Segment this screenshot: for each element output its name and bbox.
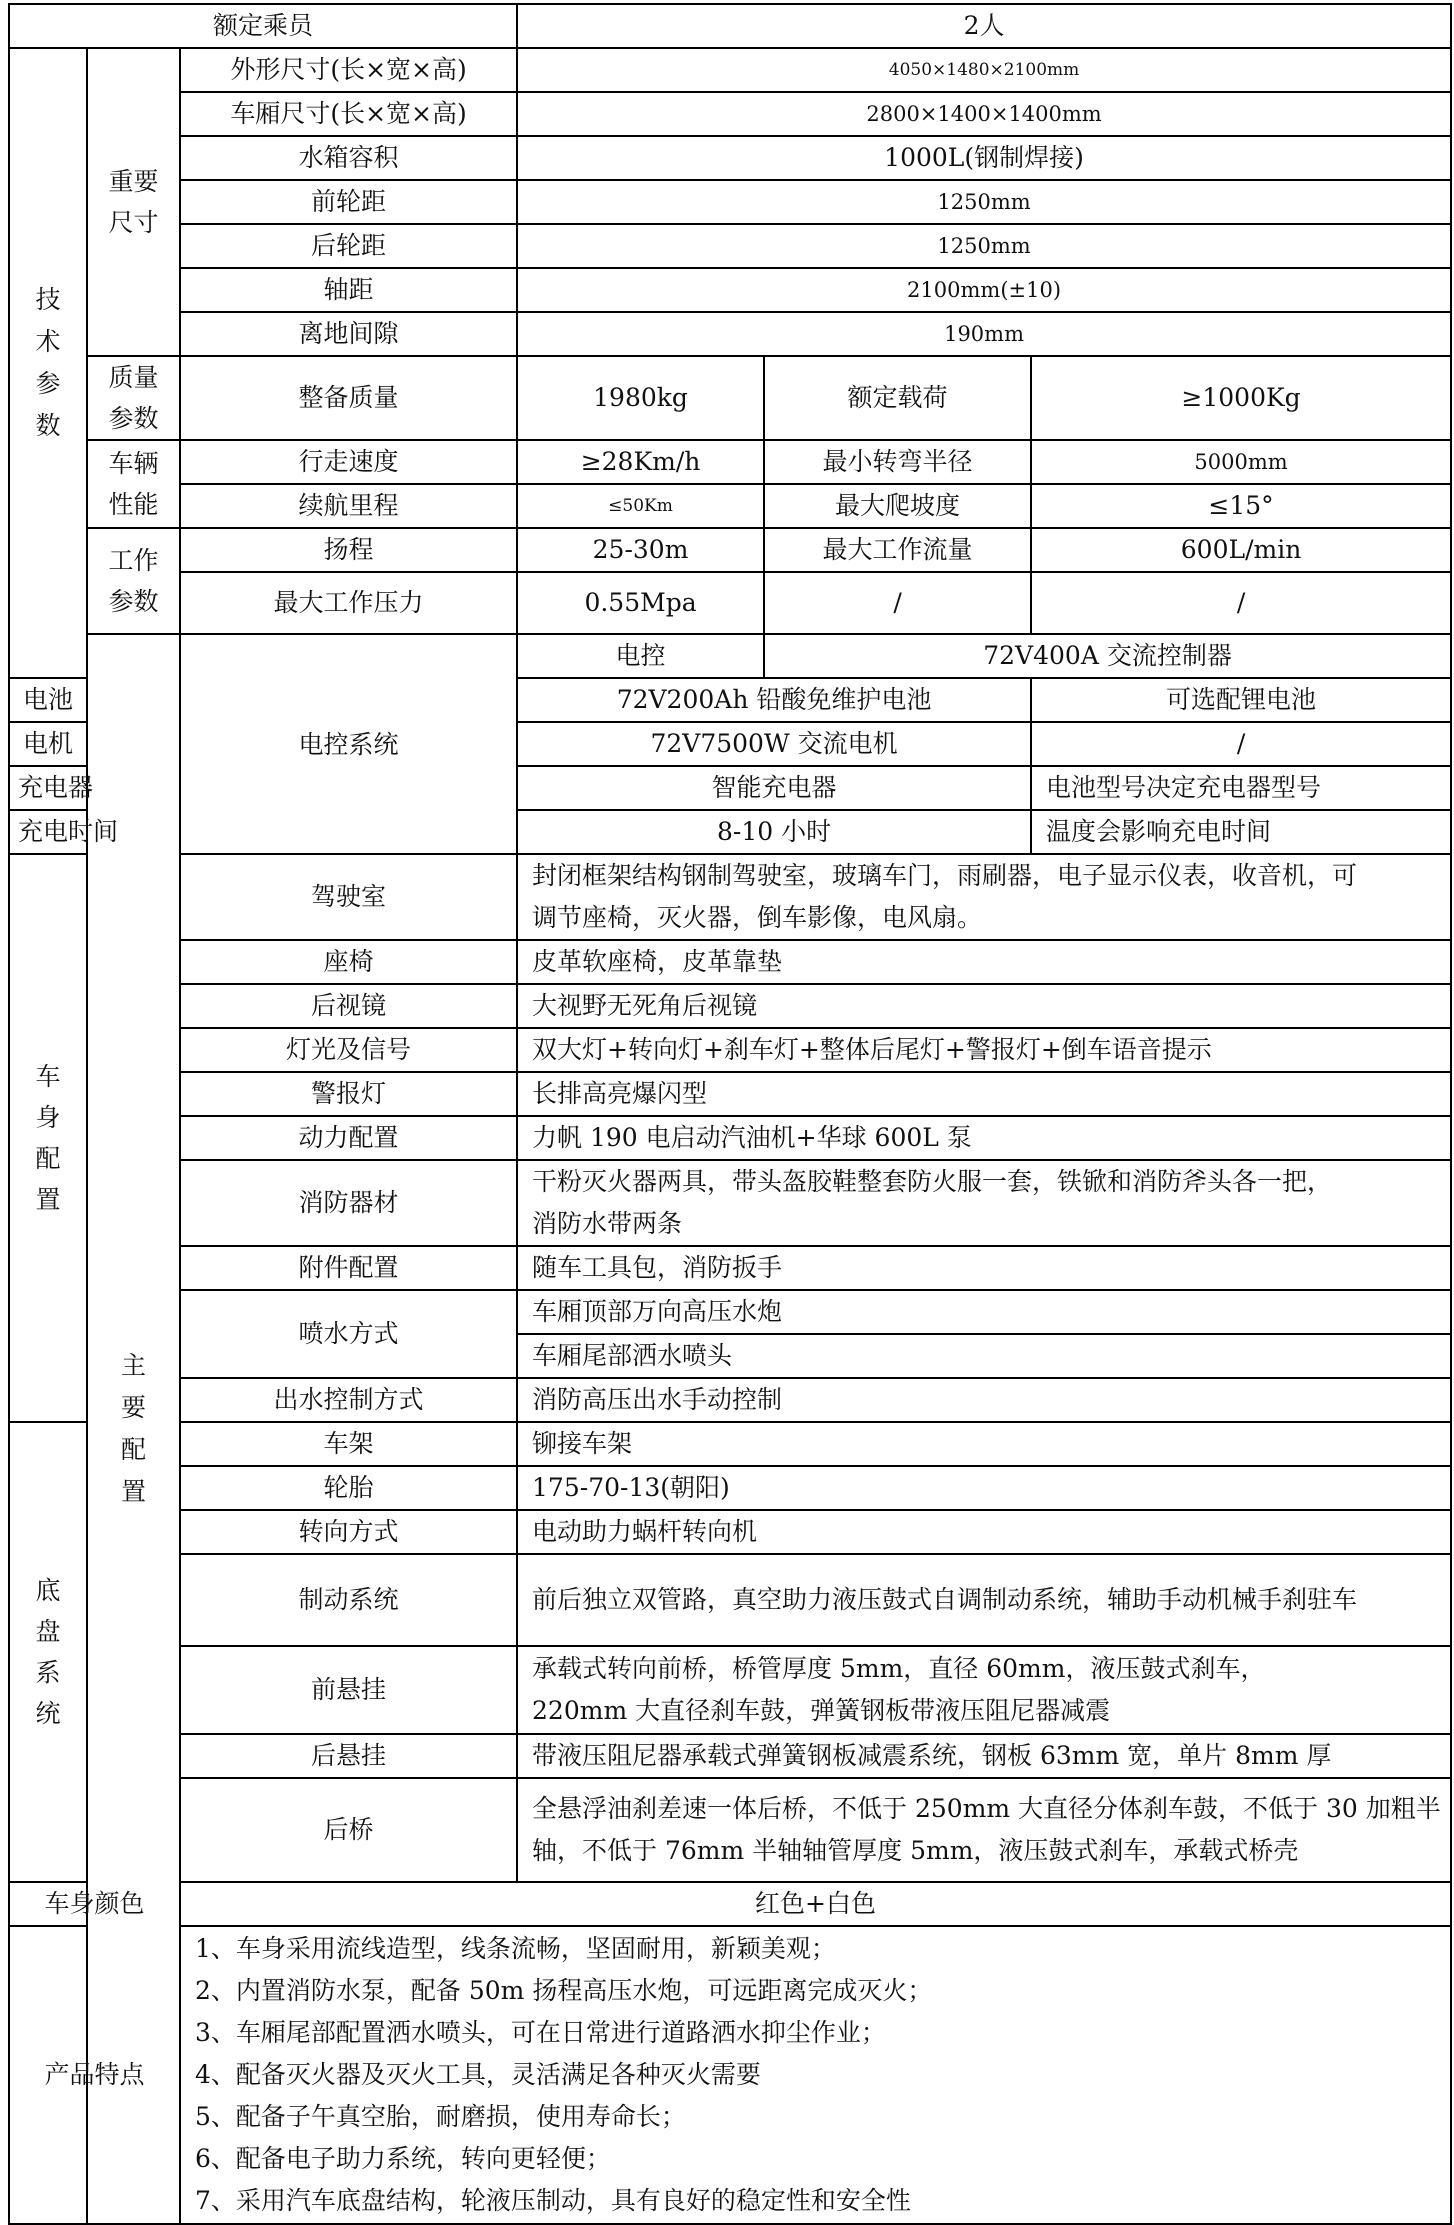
chassis-tire-value: 175-70-13(朝阳) — [517, 1466, 1451, 1510]
feature-item: 3、车厢尾部配置洒水喷头，可在日常进行道路洒水抑尘作业； — [195, 2018, 886, 2047]
electric-label: 充电时间 — [9, 810, 87, 854]
chassis-row — [9, 1510, 1451, 1554]
electric-label: 电池 — [9, 678, 87, 722]
chassis-row — [9, 1466, 1451, 1510]
mass-value-1: 1980kg — [517, 356, 764, 440]
body-spray-label: 喷水方式 — [180, 1290, 517, 1378]
body-mirror-value: 大视野无死角后视镜 — [517, 984, 1451, 1028]
body-row — [9, 1160, 1451, 1246]
dimension-row — [9, 48, 1451, 92]
dimension-value: 1250mm — [517, 224, 1451, 268]
body-power-label: 动力配置 — [180, 1116, 517, 1160]
chassis-row — [9, 1646, 1451, 1734]
body-cab-value: 封闭框架结构钢制驾驶室，玻璃车门，雨刷器，电子显示仪表，收音机，可调节座椅，灭火器，倒车影像，电风扇。 — [517, 854, 1451, 940]
perf-label-1: 续航里程 — [180, 484, 517, 528]
body-spray-value-1: 车厢顶部万向高压水炮 — [517, 1290, 1451, 1334]
work-row — [9, 528, 1451, 572]
body-cab-label: 驾驶室 — [180, 854, 517, 940]
chassis-sys-group: 底盘系统 — [9, 1422, 87, 1882]
dimension-value: 2100mm(±10) — [517, 268, 1451, 312]
feature-item: 6、配备电子助力系统，转向更轻便； — [195, 2144, 611, 2173]
body-alarm-label: 警报灯 — [180, 1072, 517, 1116]
body-row — [9, 1246, 1451, 1290]
mass-label-2: 额定载荷 — [764, 356, 1031, 440]
perf-label-2: 最小转弯半径 — [764, 440, 1031, 484]
dimension-row — [9, 268, 1451, 312]
body-acc-label: 附件配置 — [180, 1246, 517, 1290]
chassis-row — [9, 1734, 1451, 1778]
body-seat-value: 皮革软座椅，皮革靠垫 — [517, 940, 1451, 984]
spec-table — [8, 3, 1452, 2225]
dimension-label: 车厢尺寸(长×宽×高) — [180, 92, 517, 136]
body-lights-label: 灯光及信号 — [180, 1028, 517, 1072]
body-alarm-value: 长排高亮爆闪型 — [517, 1072, 1451, 1116]
chassis-steer-label: 转向方式 — [180, 1510, 517, 1554]
dimension-value: 4050×1480×2100mm — [517, 48, 1451, 92]
dimension-label: 离地间隙 — [180, 312, 517, 356]
tech-params-label: 技术参数 — [35, 285, 61, 440]
work-row — [9, 572, 1451, 634]
body-mirror-label: 后视镜 — [180, 984, 517, 1028]
tech-params-group — [9, 48, 87, 678]
dimension-label: 轴距 — [180, 268, 517, 312]
electric-label: 电控 — [517, 634, 764, 678]
features-label: 产品特点 — [9, 1926, 180, 2224]
feature-item: 5、配备子午真空胎，耐磨损，使用寿命长； — [195, 2102, 686, 2131]
feature-item: 1、车身采用流线造型，线条流畅，坚固耐用，新颖美观； — [195, 1934, 836, 1963]
dimension-label: 水箱容积 — [180, 136, 517, 180]
body-fire-value: 干粉灭火器两具，带头盔胶鞋整套防火服一套，铁锨和消防斧头各一把，消防水带两条 — [517, 1160, 1451, 1246]
electric-value: 智能充电器 — [517, 766, 1031, 810]
dimension-row — [9, 136, 1451, 180]
electric-row — [9, 634, 1451, 678]
body-spray-value-2: 车厢尾部洒水喷头 — [517, 1334, 1451, 1378]
work-label-1: 扬程 — [180, 528, 517, 572]
work-value-2: / — [1031, 572, 1451, 634]
perf-value-2: ≤15° — [1031, 484, 1451, 528]
electric-value: 72V200Ah 铅酸免维护电池 — [517, 678, 1031, 722]
features-list — [180, 1926, 1451, 2224]
dimension-label: 前轮距 — [180, 180, 517, 224]
vehicle-perf-group: 车辆性能 — [87, 440, 180, 528]
body-outlet-value: 消防高压出水手动控制 — [517, 1378, 1451, 1422]
body-row — [9, 1290, 1451, 1334]
chassis-frame-value: 铆接车架 — [517, 1422, 1451, 1466]
dimension-row — [9, 180, 1451, 224]
chassis-row — [9, 1422, 1451, 1466]
electric-note: 电池型号决定充电器型号 — [1031, 766, 1451, 810]
key-dims-group: 重要尺寸 — [87, 48, 180, 356]
feature-item: 4、配备灭火器及灭火工具，灵活满足各种灭火需要 — [195, 2060, 761, 2089]
chassis-front-label: 前悬挂 — [180, 1646, 517, 1734]
crew-row — [9, 4, 1451, 48]
electric-label: 电机 — [9, 722, 87, 766]
work-value-1: 25-30m — [517, 528, 764, 572]
perf-value-2: 5000mm — [1031, 440, 1451, 484]
chassis-steer-value: 电动助力蜗杆转向机 — [517, 1510, 1451, 1554]
mass-value-2: ≥1000Kg — [1031, 356, 1451, 440]
electric-note: / — [1031, 722, 1451, 766]
body-color-label: 车身颜色 — [9, 1882, 180, 1926]
body-row — [9, 1028, 1451, 1072]
crew-label: 额定乘员 — [9, 4, 517, 48]
body-config-group: 车身配置 — [9, 854, 87, 1422]
chassis-rear-susp-value: 带液压阻尼器承载式弹簧钢板减震系统，钢板 63mm 宽，单片 8mm 厚 — [517, 1734, 1451, 1778]
work-label-2: 最大工作流量 — [764, 528, 1031, 572]
body-color-value: 红色+白色 — [180, 1882, 1451, 1926]
body-row — [9, 940, 1451, 984]
electric-sys-group: 电控系统 — [180, 634, 517, 854]
electric-value: 72V7500W 交流电机 — [517, 722, 1031, 766]
chassis-axle-value: 全悬浮油刹差速一体后桥，不低于 250mm 大直径分体刹车鼓，不低于 30 加粗半轴，不低于 76mm 半轴轴管厚度 5mm，液压鼓式刹车，承载式桥壳 — [517, 1778, 1451, 1882]
electric-note: 可选配锂电池 — [1031, 678, 1451, 722]
electric-note: 温度会影响充电时间 — [1031, 810, 1451, 854]
chassis-rear-susp-label: 后悬挂 — [180, 1734, 517, 1778]
body-row — [9, 984, 1451, 1028]
work-params-group: 工作参数 — [87, 528, 180, 634]
chassis-row — [9, 1554, 1451, 1646]
perf-label-1: 行走速度 — [180, 440, 517, 484]
electric-label: 充电器 — [9, 766, 87, 810]
body-fire-label: 消防器材 — [180, 1160, 517, 1246]
dimension-row — [9, 224, 1451, 268]
dimension-row — [9, 312, 1451, 356]
feature-item: 7、采用汽车底盘结构，轮液压制动，具有良好的稳定性和安全性 — [195, 2186, 911, 2215]
chassis-row — [9, 1778, 1451, 1882]
mass-params-group: 质量参数 — [87, 356, 180, 440]
work-value-2: 600L/min — [1031, 528, 1451, 572]
dimension-value: 1250mm — [517, 180, 1451, 224]
perf-value-1: ≤50Km — [517, 484, 764, 528]
body-outlet-label: 出水控制方式 — [180, 1378, 517, 1422]
work-label-2: / — [764, 572, 1031, 634]
mass-row — [9, 356, 1451, 440]
body-seat-label: 座椅 — [180, 940, 517, 984]
dimension-row — [9, 92, 1451, 136]
dimension-label: 外形尺寸(长×宽×高) — [180, 48, 517, 92]
features-row — [9, 1926, 1451, 2224]
chassis-axle-label: 后桥 — [180, 1778, 517, 1882]
body-row — [9, 854, 1451, 940]
dimension-value: 2800×1400×1400mm — [517, 92, 1451, 136]
color-row — [9, 1882, 1451, 1926]
chassis-brake-value: 前后独立双管路，真空助力液压鼓式自调制动系统，辅助手动机械手刹驻车 — [517, 1554, 1451, 1646]
body-row — [9, 1378, 1451, 1422]
chassis-frame-label: 车架 — [180, 1422, 517, 1466]
dimension-value: 190mm — [517, 312, 1451, 356]
body-acc-value: 随车工具包，消防扳手 — [517, 1246, 1451, 1290]
performance-row — [9, 440, 1451, 484]
feature-item: 2、内置消防水泵，配备 50m 扬程高压水炮，可远距离完成灭火； — [195, 1976, 933, 2005]
chassis-brake-label: 制动系统 — [180, 1554, 517, 1646]
dimension-label: 后轮距 — [180, 224, 517, 268]
perf-value-1: ≥28Km/h — [517, 440, 764, 484]
electric-value: 72V400A 交流控制器 — [764, 634, 1451, 678]
mass-label-1: 整备质量 — [180, 356, 517, 440]
chassis-front-value: 承载式转向前桥，桥管厚度 5mm，直径 60mm，液压鼓式刹车，220mm 大直径刹车鼓，弹簧钢板带液压阻尼器减震 — [517, 1646, 1451, 1734]
main-config-label: 主要配置 — [120, 1351, 146, 1506]
body-lights-value: 双大灯+转向灯+刹车灯+整体后尾灯+警报灯+倒车语音提示 — [517, 1028, 1451, 1072]
body-row — [9, 1072, 1451, 1116]
performance-row — [9, 484, 1451, 528]
crew-value: 2人 — [517, 4, 1451, 48]
body-power-value: 力帆 190 电启动汽油机+华球 600L 泵 — [517, 1116, 1451, 1160]
chassis-tire-label: 轮胎 — [180, 1466, 517, 1510]
dimension-value: 1000L(钢制焊接) — [517, 136, 1451, 180]
perf-label-2: 最大爬坡度 — [764, 484, 1031, 528]
electric-value: 8-10 小时 — [517, 810, 1031, 854]
body-row — [9, 1116, 1451, 1160]
work-value-1: 0.55Mpa — [517, 572, 764, 634]
work-label-1: 最大工作压力 — [180, 572, 517, 634]
